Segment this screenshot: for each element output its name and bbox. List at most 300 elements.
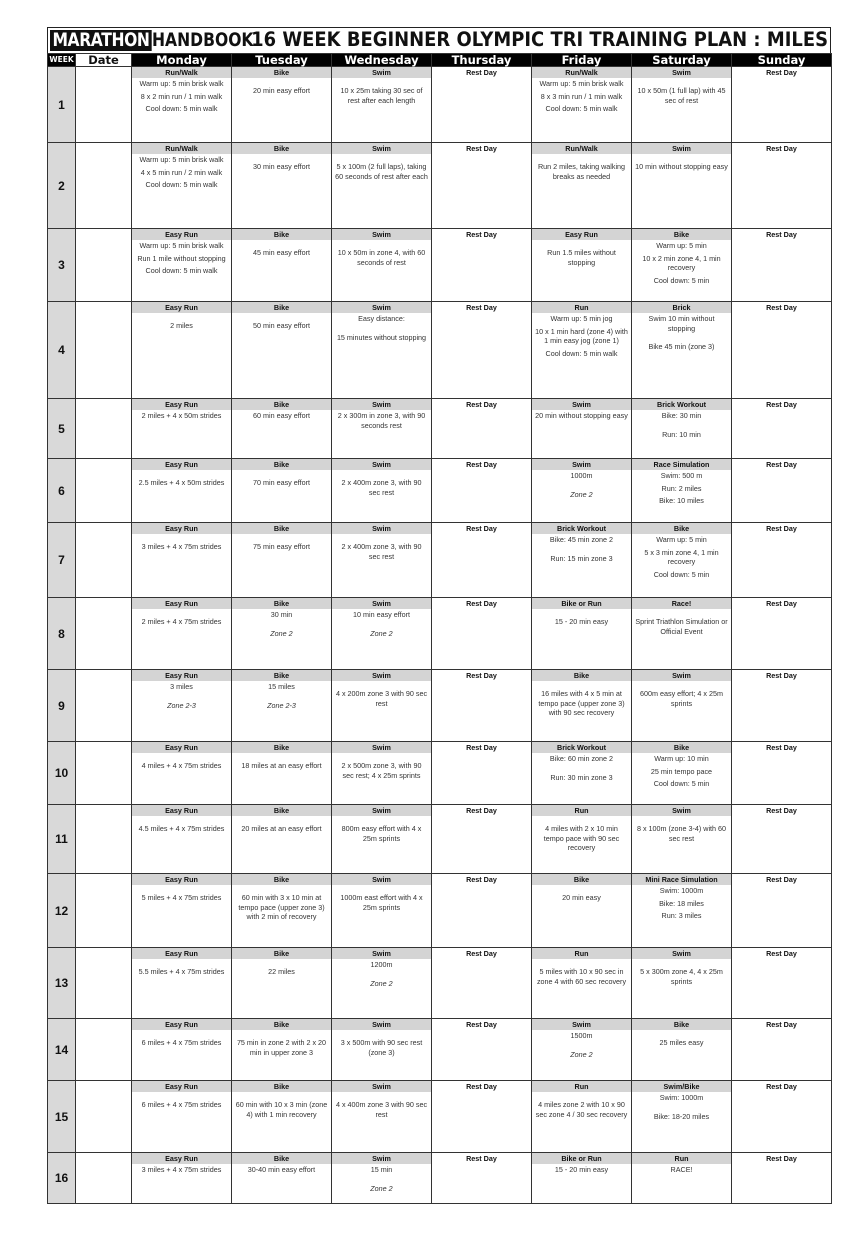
workout-detail-line: 18 miles at an easy effort [241,761,322,770]
workout-type: Easy Run [132,670,231,681]
workout-detail-line: 30 min easy effort [253,162,310,171]
day-cell-saturday [632,143,732,229]
workout-details [532,154,631,181]
workout-detail-line: Cool down: 5 min walk [145,180,218,189]
workout-details [532,885,631,903]
workout-type: Bike [232,229,331,240]
workout-details [132,609,231,627]
table-row [48,742,832,805]
workout-details [532,753,631,782]
workout-details [332,885,431,912]
workout-detail-line: 4 x 200m zone 3 with 90 sec rest [335,689,428,708]
week-number: 8 [48,598,76,670]
workout-detail-line: 6 miles + 4 x 75m strides [141,1038,222,1047]
workout-details [332,154,431,181]
rest-day-label: Rest Day [732,1019,831,1030]
workout-type: Bike [232,742,331,753]
day-cell-monday [132,1153,232,1204]
day-cell-friday [532,229,632,302]
workout-details [632,1164,731,1175]
rest-day-label: Rest Day [432,459,531,470]
day-cell-wednesday [332,67,432,143]
workout-type: Bike [232,523,331,534]
workout-details [632,1092,731,1121]
workout-type: Race Simulation [632,459,731,470]
day-cell-sunday [732,874,832,948]
workout-detail-line: Swim: 500 m [660,471,703,480]
workout-details [532,470,631,499]
workout-type: Swim [332,229,431,240]
workout-type: Easy Run [132,459,231,470]
workout-type: Easy Run [132,948,231,959]
workout-details [132,885,231,903]
rest-day-label: Rest Day [732,67,831,78]
workout-details [132,1092,231,1110]
workout-details [332,681,431,708]
day-cell-tuesday [232,1081,332,1153]
workout-details [132,470,231,488]
workout-details [132,681,231,710]
workout-detail-line: 20 min easy [562,893,601,902]
workout-details [232,1030,331,1057]
col-sunday: Sunday [732,54,832,67]
workout-detail-line: 800m easy effort with 4 x 25m sprints [341,824,422,843]
workout-details [232,78,331,96]
workout-detail-line: Bike: 30 min [661,411,702,420]
rest-day-label: Rest Day [432,1081,531,1092]
workout-type: Bike [232,1019,331,1030]
workout-detail-line: 600m easy effort; 4 x 25m sprints [640,689,723,708]
day-cell-sunday [732,1081,832,1153]
day-cell-thursday [432,598,532,670]
rest-day-label: Rest Day [732,1081,831,1092]
date-cell[interactable] [76,229,132,302]
workout-detail-line: 60 min easy effort [253,411,310,420]
day-cell-monday [132,1019,232,1081]
workout-type: Swim [332,598,431,609]
workout-details [332,470,431,497]
day-cell-monday [132,1081,232,1153]
day-cell-thursday [432,1019,532,1081]
workout-type: Swim [632,805,731,816]
workout-detail-line: Zone 2 [370,628,393,638]
workout-details [532,1164,631,1175]
table-row [48,67,832,143]
workout-type: Bike [232,67,331,78]
workout-details [232,534,331,552]
date-cell[interactable] [76,143,132,229]
day-cell-sunday [732,742,832,805]
week-number: 11 [48,805,76,874]
day-cell-thursday [432,302,532,399]
workout-detail-line: 15 - 20 min easy [554,1165,609,1174]
week-number: 16 [48,1153,76,1204]
rest-day-label: Rest Day [432,523,531,534]
day-cell-monday [132,805,232,874]
rest-day-label: Rest Day [732,459,831,470]
workout-detail-line: Swim: 1000m [659,886,704,895]
workout-detail-line: 70 min easy effort [253,478,310,487]
workout-details [332,534,431,561]
workout-details [532,681,631,718]
table-row [48,229,832,302]
workout-details [632,753,731,789]
week-number: 3 [48,229,76,302]
workout-detail-line: 45 min easy effort [253,248,310,257]
workout-type: Brick Workout [532,523,631,534]
workout-type: Swim [332,1153,431,1164]
day-cell-sunday [732,1153,832,1204]
day-cell-friday [532,874,632,948]
workout-detail-line: 75 min easy effort [253,542,310,551]
workout-detail-line: 25 min tempo pace [650,766,713,776]
workout-detail-line: 10 x 50m in zone 4, with 60 seconds of rest [337,248,426,267]
rest-day-label: Rest Day [732,598,831,609]
week-number: 6 [48,459,76,523]
workout-type: Swim [632,948,731,959]
day-cell-thursday [432,229,532,302]
week-number: 10 [48,742,76,805]
workout-detail-line: Swim: 1000m [659,1093,704,1102]
workout-detail-line: 10 min without stopping easy [635,162,728,171]
col-thursday: Thursday [432,54,532,67]
day-cell-monday [132,67,232,143]
workout-details [232,816,331,834]
day-cell-tuesday [232,742,332,805]
date-cell[interactable] [76,1153,132,1204]
day-cell-thursday [432,805,532,874]
day-cell-monday [132,670,232,742]
workout-detail-line: Run 2 miles, taking walking breaks as needed [537,162,626,181]
day-cell-sunday [732,399,832,459]
day-cell-thursday [432,948,532,1019]
workout-type: Easy Run [132,399,231,410]
day-cell-friday [532,523,632,598]
day-cell-tuesday [232,459,332,523]
date-cell[interactable] [76,874,132,948]
rest-day-label: Rest Day [432,598,531,609]
day-cell-tuesday [232,523,332,598]
rest-day-label: Rest Day [732,742,831,753]
day-cell-friday [532,742,632,805]
day-cell-sunday [732,670,832,742]
day-cell-sunday [732,302,832,399]
workout-detail-line: 5 x 100m (2 full laps), taking 60 seconds of rest after each [335,162,428,181]
workout-detail-line: Warm up: 10 min [654,754,709,763]
workout-details [132,816,231,834]
day-cell-saturday [632,1153,732,1204]
workout-details [132,313,231,331]
workout-detail-line: 2 x 400m zone 3, with 90 sec rest [341,542,422,561]
rest-day-label: Rest Day [432,399,531,410]
day-cell-tuesday [232,1019,332,1081]
day-cell-tuesday [232,399,332,459]
workout-detail-line: Zone 2 [570,489,593,499]
workout-detail-line: 4 miles + 4 x 75m strides [141,761,222,770]
day-cell-tuesday [232,805,332,874]
workout-details [332,753,431,780]
workout-details [632,534,731,579]
rest-day-label: Rest Day [732,302,831,313]
workout-detail-line: 75 min in zone 2 with 2 x 20 min in upper zone 3 [236,1038,327,1057]
workout-detail-line: 10 x 50m (1 full lap) with 45 sec of rest [637,86,726,105]
day-cell-sunday [732,1019,832,1081]
day-cell-thursday [432,67,532,143]
date-cell[interactable] [76,670,132,742]
workout-detail-line: Run: 2 miles [661,483,702,493]
workout-details [632,313,731,352]
workout-detail-line: Sprint Triathlon Simulation or Official Event [635,617,728,636]
workout-details [332,609,431,638]
day-cell-thursday [432,874,532,948]
workout-detail-line: 50 min easy effort [253,321,310,330]
workout-detail-line: 2.5 miles + 4 x 50m strides [138,478,225,487]
date-cell[interactable] [76,1019,132,1081]
col-wednesday: Wednesday [332,54,432,67]
day-cell-friday [532,1081,632,1153]
day-cell-monday [132,302,232,399]
workout-details [132,1030,231,1048]
workout-detail-line: 2 x 500m zone 3, with 90 sec rest; 4 x 25m sprints [341,761,422,780]
date-cell[interactable] [76,1081,132,1153]
workout-detail-line: 4.5 miles + 4 x 75m strides [138,824,225,833]
day-cell-thursday [432,399,532,459]
day-cell-saturday [632,459,732,523]
day-cell-friday [532,1153,632,1204]
workout-type: Swim [332,459,431,470]
workout-details [332,313,431,342]
workout-type: Swim [332,523,431,534]
workout-detail-line: Warm up: 5 min [656,241,707,250]
workout-type: Swim [332,805,431,816]
workout-type: Bike [532,874,631,885]
rest-day-label: Rest Day [732,948,831,959]
workout-type: Bike [232,1081,331,1092]
day-cell-wednesday [332,143,432,229]
workout-detail-line: Cool down: 5 min walk [545,104,618,113]
rest-day-label: Rest Day [732,1153,831,1164]
date-cell[interactable] [76,742,132,805]
workout-details [232,609,331,638]
day-cell-friday [532,1019,632,1081]
rest-day-label: Rest Day [432,742,531,753]
workout-detail-line: Zone 2-3 [167,700,196,710]
workout-details [532,78,631,114]
workout-type: Easy Run [132,1153,231,1164]
workout-details [132,1164,231,1175]
workout-type: Brick [632,302,731,313]
workout-detail-line: 6 miles + 4 x 75m strides [141,1100,222,1109]
day-cell-sunday [732,67,832,143]
workout-detail-line: Zone 2 [370,1183,393,1193]
week-number: 12 [48,874,76,948]
workout-detail-line: Zone 2 [270,628,293,638]
workout-type: Bike [232,143,331,154]
workout-detail-line: Run: 10 min [662,429,701,439]
col-friday: Friday [532,54,632,67]
workout-details [532,1030,631,1059]
workout-type: Swim [332,143,431,154]
workout-type: Swim [332,670,431,681]
day-cell-friday [532,670,632,742]
rest-day-label: Rest Day [732,523,831,534]
date-cell[interactable] [76,805,132,874]
workout-detail-line: 5 miles with 10 x 90 sec in zone 4 with 60 sec recovery [536,967,627,986]
workout-details [632,410,731,439]
workout-details [532,816,631,853]
day-cell-friday [532,143,632,229]
day-cell-saturday [632,229,732,302]
workout-type: Run/Walk [532,143,631,154]
rest-day-label: Rest Day [732,805,831,816]
workout-detail-line: Easy distance: [358,314,405,323]
day-cell-friday [532,459,632,523]
workout-type: Run/Walk [532,67,631,78]
workout-type: Swim [332,1081,431,1092]
date-cell[interactable] [76,948,132,1019]
workout-type: Swim [332,67,431,78]
workout-type: Swim [332,399,431,410]
workout-details [232,1164,331,1175]
date-cell[interactable] [76,302,132,399]
workout-type: Bike [632,229,731,240]
day-cell-monday [132,598,232,670]
day-cell-saturday [632,399,732,459]
workout-detail-line: 16 miles with 4 x 5 min at tempo pace (upper zone 3) with 90 sec recovery [538,689,625,717]
workout-type: Easy Run [132,874,231,885]
day-cell-wednesday [332,805,432,874]
workout-type: Swim/Bike [632,1081,731,1092]
workout-details [632,1030,731,1048]
table-row [48,874,832,948]
day-cell-thursday [432,459,532,523]
workout-details [532,240,631,267]
workout-details [532,313,631,358]
workout-detail-line: 60 min with 3 x 10 min at tempo pace (upper zone 3) with 2 min of recovery [238,893,325,921]
logo-handbook: HANDBOOK [152,29,254,51]
table-row [48,948,832,1019]
workout-detail-line: 10 x 25m taking 30 sec of rest after each length [340,86,423,105]
day-cell-tuesday [232,143,332,229]
day-cell-wednesday [332,1081,432,1153]
day-cell-monday [132,399,232,459]
workout-detail-line: 15 - 20 min easy [554,617,609,626]
workout-detail-line: 5 x 300m zone 4, 4 x 25m sprints [640,967,723,986]
workout-details [132,78,231,114]
day-cell-wednesday [332,229,432,302]
workout-details [632,885,731,921]
workout-detail-line: 15 minutes without stopping [336,332,427,342]
workout-detail-line: Warm up: 5 min [656,535,707,544]
day-cell-thursday [432,1081,532,1153]
date-cell[interactable] [76,598,132,670]
workout-type: Easy Run [132,805,231,816]
date-cell[interactable] [76,523,132,598]
workout-detail-line: 22 miles [268,967,295,976]
day-cell-saturday [632,742,732,805]
date-cell[interactable] [76,459,132,523]
workout-type: Bike [632,1019,731,1030]
workout-type: Bike [532,670,631,681]
date-cell[interactable] [76,399,132,459]
column-header-row [48,54,832,67]
workout-detail-line: Cool down: 5 min [653,779,710,788]
workout-detail-line: 4 miles zone 2 with 10 x 90 sec zone 4 / 30 sec recovery [535,1100,628,1119]
workout-detail-line: 5.5 miles + 4 x 75m strides [138,967,225,976]
workout-detail-line: Warm up: 5 min jog [550,314,613,323]
col-monday: Monday [132,54,232,67]
workout-type: Easy Run [132,742,231,753]
workout-detail-line: 1000m east effort with 4 x 25m sprints [340,893,423,912]
workout-details [132,410,231,421]
day-cell-wednesday [332,459,432,523]
date-cell[interactable] [76,67,132,143]
table-row [48,1081,832,1153]
workout-type: Bike [232,874,331,885]
training-plan-sheet [47,27,831,1204]
workout-type: Run [532,1081,631,1092]
day-cell-tuesday [232,670,332,742]
workout-details [232,240,331,258]
workout-type: Easy Run [132,523,231,534]
day-cell-saturday [632,302,732,399]
workout-details [232,313,331,331]
workout-detail-line: 1000m [570,471,593,480]
workout-detail-line: 2 x 400m zone 3, with 90 sec rest [341,478,422,497]
workout-type: Bike or Run [532,1153,631,1164]
day-cell-saturday [632,670,732,742]
workout-details [232,410,331,421]
day-cell-friday [532,302,632,399]
day-cell-saturday [632,1019,732,1081]
week-number: 15 [48,1081,76,1153]
workout-type: Swim [632,670,731,681]
workout-detail-line: Swim 10 min without stopping [648,314,715,333]
col-date: Date [76,54,132,67]
workout-type: Bike [232,459,331,470]
workout-detail-line: 15 miles [268,682,295,691]
workout-type: Bike [232,399,331,410]
workout-type: Swim [332,874,431,885]
workout-detail-line: 20 min easy effort [253,86,310,95]
day-cell-sunday [732,523,832,598]
plan-body [48,67,832,1204]
table-row [48,805,832,874]
workout-detail-line: Run 1 mile without stopping [137,253,226,263]
training-plan-table [47,53,832,1204]
rest-day-label: Rest Day [732,399,831,410]
workout-details [332,959,431,988]
marathon-handbook-logo [50,30,276,51]
workout-detail-line: 5 miles + 4 x 75m strides [141,893,222,902]
workout-details [532,959,631,986]
workout-type: Brick Workout [632,399,731,410]
workout-detail-line: 10 x 1 min hard (zone 4) with 1 min easy jog (zone 1) [535,326,628,345]
workout-type: Swim [332,1019,431,1030]
workout-detail-line: Run: 15 min zone 3 [550,553,613,563]
day-cell-wednesday [332,948,432,1019]
workout-type: Easy Run [132,1019,231,1030]
day-cell-monday [132,948,232,1019]
logo-marathon: MARATHON [50,30,152,51]
rest-day-label: Rest Day [432,874,531,885]
workout-details [232,154,331,172]
workout-type: Swim [532,459,631,470]
table-row [48,1019,832,1081]
week-number: 14 [48,1019,76,1081]
col-saturday: Saturday [632,54,732,67]
workout-detail-line: 8 x 3 min run / 1 min walk [540,91,623,101]
